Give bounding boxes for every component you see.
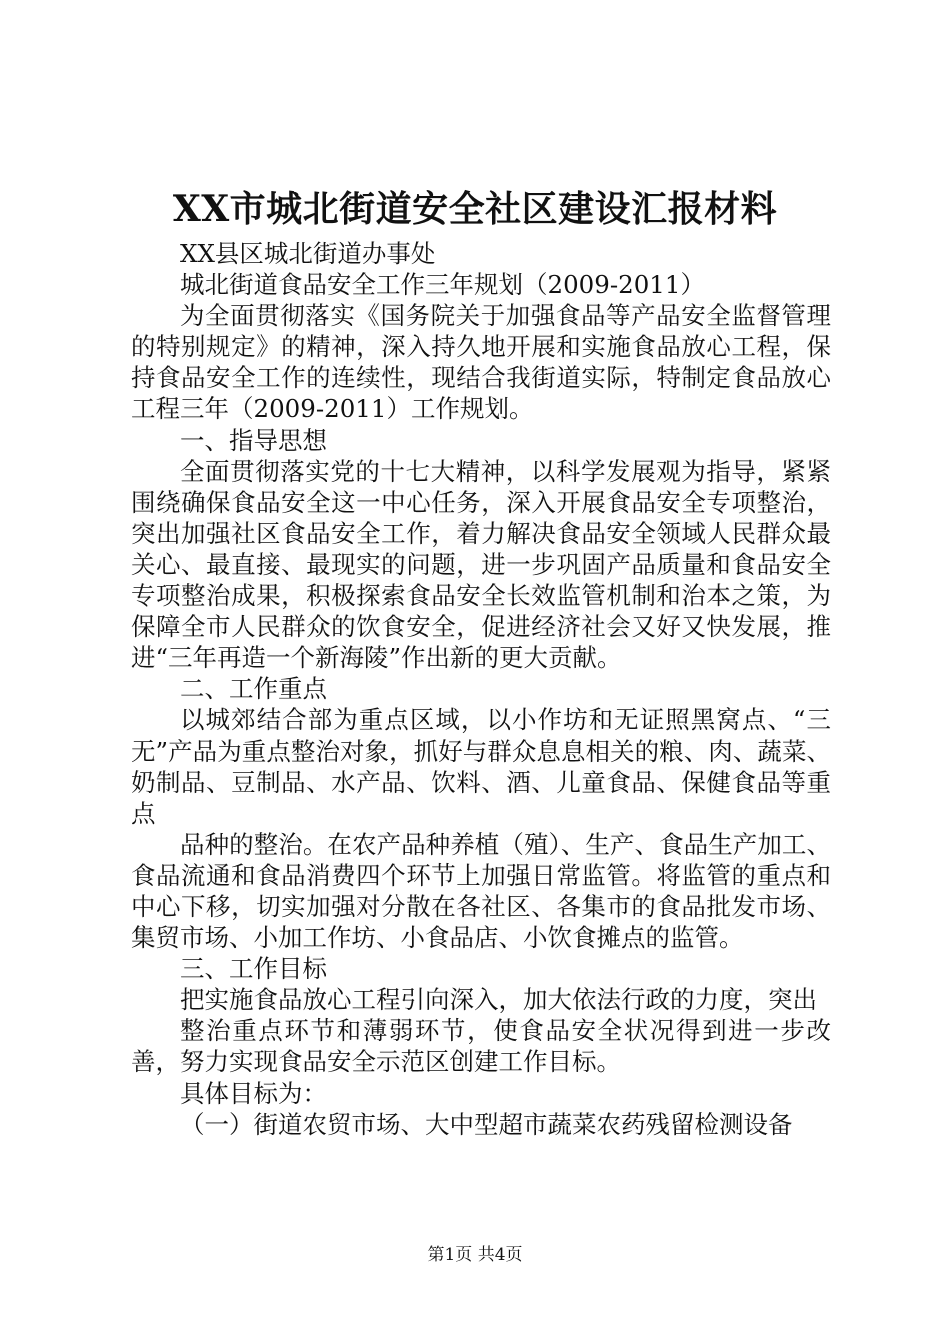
work-focus-paragraph-1: 以城郊结合部为重点区域，以小作坊和无证照黑窝点、“三无”产品为重点整治对象，抓好与群众息息相关的粮、肉、蔬菜、奶制品、豆制品、水产品、饮料、酒、儿童食品、保健食品等重点	[131, 705, 831, 828]
work-focus-paragraph-2: 品种的整治。在农产品种养植（殖）、生产、食品生产加工、食品流通和食品消费四个环节上加强日常监管。将监管的重点和中心下移，切实加强对分散在各社区、各集市的食品批发市场、集贸市场、小加工作坊、小食品店、小饮食摊点的监管。	[131, 829, 831, 953]
document-title: XX市城北街道安全社区建设汇报材料	[172, 188, 778, 230]
work-goals-paragraph-1: 把实施食品放心工程引向深入，加大依法行政的力度，突出	[180, 985, 817, 1015]
intro-paragraph: 为全面贯彻落实《国务院关于加强食品等产品安全监督管理的特别规定》的精神，深入持久地开展和实施食品放心工程，保持食品安全工作的连续性，现结合我街道实际，特制定食品放心工程三年（2009-2011）工作规划。	[131, 301, 831, 424]
section-heading-work-focus: 二、工作重点	[180, 674, 327, 704]
plan-title-line: 城北街道食品安全工作三年规划（2009-2011）	[180, 270, 705, 300]
guiding-thought-paragraph: 全面贯彻落实党的十七大精神，以科学发展观为指导，紧紧围绕确保食品安全这一中心任务，深入开展食品安全专项整治，突出加强社区食品安全工作，着力解决食品安全领域人民群众最关心、最直接、最现实的问题，进一步巩固产品质量和食品安全专项整治成果，积极探索食品安全长效监管机制和治本之策，为保障全市人民群众的饮食安全，促进经济社会又好又快发展，推进“三年再造一个新海陵”作出新的更大贡献。	[131, 456, 831, 673]
specific-goals-label: 具体目标为：	[180, 1078, 327, 1108]
work-goals-paragraph-2: 整治重点环节和薄弱环节，使食品安全状况得到进一步改善，努力实现食品安全示范区创建工作目标。	[131, 1016, 831, 1077]
organization-line: XX县区城北街道办事处	[180, 239, 436, 268]
section-heading-guiding-thought: 一、指导思想	[180, 425, 327, 455]
specific-goal-item-1: （一）街道农贸市场、大中型超市蔬菜农药残留检测设备	[180, 1109, 793, 1139]
section-heading-work-goals: 三、工作目标	[180, 954, 327, 984]
page-number-footer: 第1页 共4页	[427, 1245, 523, 1265]
document-body	[131, 238, 831, 1140]
